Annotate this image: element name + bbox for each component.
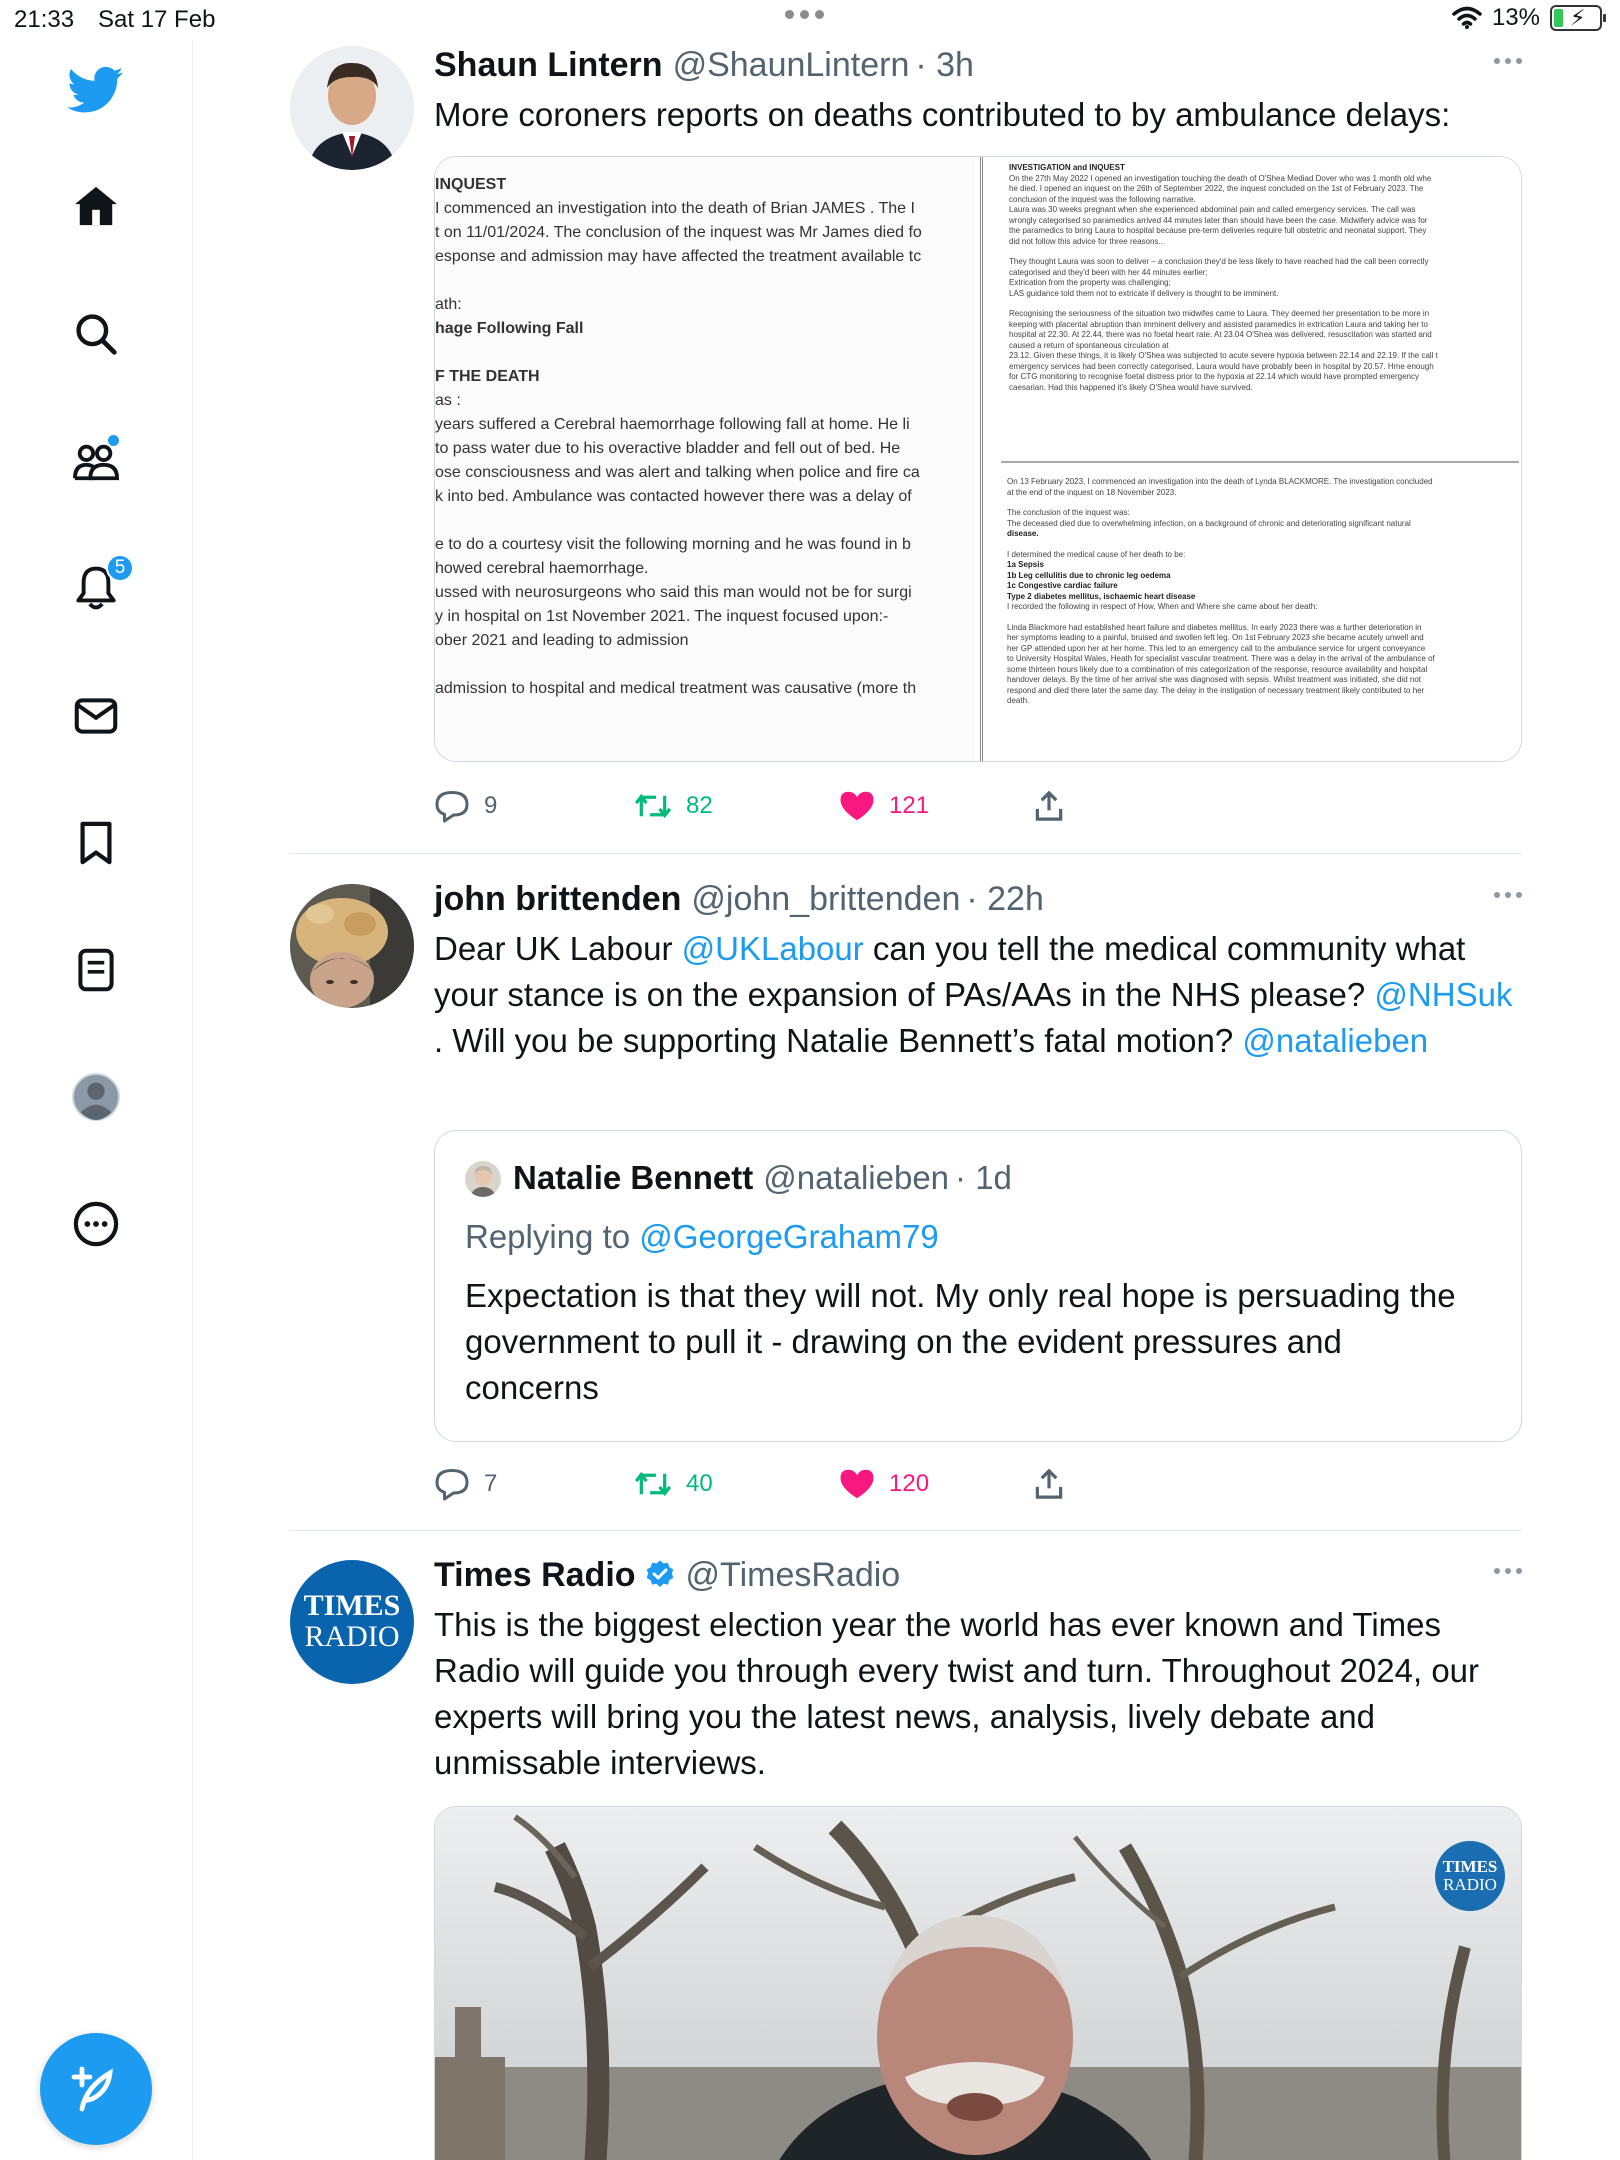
reply-button[interactable] xyxy=(434,1464,497,1504)
reply-count: 7 xyxy=(484,1470,498,1497)
mail-icon[interactable] xyxy=(60,680,132,752)
document-excerpt-1: INVESTIGATION and INQUEST On the 27th May 2022 I opened an investigation touching the death of O'Shea Mediad Dover who was 1 month old whe he died. I opened an inquest on the 26th of September 2022, the inquest concluded on the 1st of February 2023. The conclusion of the inquest was the following narrative. Laura was 30 weeks pregnant when she experienced abdominal pain and called emergency services. The call was wrongly categorised so paramedics arrived 44 minutes later than should have been the case. Midwifery advice was for the paramedics to bring Laura to hospital because pre-term deliveries require full obstetric and neonatal support. They did not follow this advice for three reasons... They thought Laura was soon to deliver – a conclusion they'd be less likely to have reached had the call been correctly categorised and they'd been with her 44 minutes earlier; Extrication from the property was challenging; LAS guidance told them not to extricate if delivery is thought to be imminent. Recognising the seriousness of the situation two midwifes came to Laura. They deemed her presentation to be more in keeping with placental abruption than imminent delivery and assisted paramedics in extrication Laura and taking her to hospital at 22.30. At 22.44, there was no foetal heart rate. At 23.04 O'Shea was delivered, resuscitation was started and caused a return of spontaneous circulation at 23.12. Given these things, it is likely O'Shea was subjected to acute severe hypoxia between 22.14 and 22.19. If the call t emergency services had been correctly categorised, Laura would have probably been in hospital by 20.57. Hme enough for CTG monitoring to recognise foetal distress prior to the hypoxia at 22.14 which would have prompted emergency caesarian. Had this happened it's likely O'Shea would have survived. xyxy=(1001,163,1519,463)
times-radio-watermark-logo: TIMES RADIO xyxy=(1435,1841,1505,1911)
heart-filled-icon xyxy=(839,790,875,822)
heart-filled-icon xyxy=(839,1468,875,1500)
communities-dot-badge xyxy=(108,435,119,446)
battery-percent: 13% xyxy=(1491,4,1540,31)
replying-to: Replying to @GeorgeGraham79 xyxy=(465,1218,939,1255)
retweet-button[interactable] xyxy=(634,1464,713,1504)
like-button[interactable] xyxy=(839,1464,929,1504)
quoted-time: · 1d xyxy=(955,1159,1012,1196)
retweet-icon xyxy=(634,1469,672,1499)
profile-icon[interactable] xyxy=(60,1061,132,1133)
like-count: 121 xyxy=(889,792,930,819)
notifications-badge: 5 xyxy=(106,554,134,582)
tweet-time[interactable]: · 22h xyxy=(966,880,1044,918)
tweet-media-image[interactable] xyxy=(434,156,1522,762)
tweet-divider xyxy=(290,853,1522,854)
reply-icon xyxy=(434,1467,470,1501)
list-icon[interactable] xyxy=(60,934,132,1006)
reply-count: 9 xyxy=(484,792,498,819)
feather-plus-icon xyxy=(70,2063,122,2115)
tweet-actions xyxy=(434,1464,1134,1504)
reply-icon xyxy=(434,789,470,823)
multitasking-dots-icon[interactable] xyxy=(785,10,824,19)
replying-handle-link[interactable]: @GeorgeGraham79 xyxy=(639,1218,939,1255)
tweet-text: More coroners reports on deaths contributed to by ambulance delays: xyxy=(434,96,1451,133)
like-button[interactable] xyxy=(839,786,929,826)
user-handle[interactable]: @john_brittenden xyxy=(691,880,961,918)
reply-button[interactable] xyxy=(434,786,497,826)
retweet-icon xyxy=(634,791,672,821)
more-circle-icon[interactable] xyxy=(60,1188,132,1260)
compose-tweet-button[interactable] xyxy=(40,2033,152,2145)
user-handle[interactable]: @ShaunLintern xyxy=(672,46,910,84)
quoted-text: Expectation is that they will not. My only real hope is persuading the government to pull it - drawing on the evident pressures and concerns xyxy=(465,1277,1456,1406)
like-count: 120 xyxy=(889,1470,930,1497)
display-name[interactable]: john brittenden xyxy=(434,880,682,918)
tweet-time[interactable]: · 3h xyxy=(915,46,974,84)
tweet-divider xyxy=(290,1530,1522,1531)
share-button[interactable] xyxy=(1034,1464,1064,1504)
verified-badge-icon xyxy=(644,1559,676,1591)
document-excerpt-2: On 13 February 2023, I commenced an investigation into the death of Lynda BLACKMORE. The investigation concluded at the end of the inquest on 18 November 2023. The conclusion of the inquest was: The deceased died due to overwhelming infection, on a background of chronic and deteriorating significant natural disease. I determined the medical cause of her death to be: 1a Sepsis 1b Leg cellulitis due to chronic leg oedema 1c Congestive cardiac failure Type 2 diabetes mellitus, ischaemic heart disease I recorded the following in respect of How, When and Where she came about her death: Linda Blackmore had established heart failure and diabetes mellitus. In early 2023 there was a further deterioration in her symptoms leading to a painful, bruised and swollen left leg. On 1st February 2023 she became acutely unwell and her GP attended upon her at her home. This led to an emergency call to the ambulance service for urgent conveyance to University Hospital Wales, Heath for specialist vascular treatment. There was a delay in the arrival of the ambulance of some thirteen hours likely due to a combination of mis categorization of the response, resource availability and hospital handover delays. By the time of her arrival she was diagnosed with sepsis. Whilst treatment was initiated, she did not respond and died there later the same day. The delay in the instigation of necessary treatment likely contributed to her death. xyxy=(1007,477,1435,705)
bookmark-icon[interactable] xyxy=(60,807,132,879)
tweet-actions xyxy=(434,786,1134,826)
bell-icon[interactable] xyxy=(60,552,132,624)
avatar-logo-text-1: TIMES xyxy=(303,1589,401,1622)
battery-icon: ⚡ xyxy=(1550,5,1602,31)
status-date: Sat 17 Feb xyxy=(98,6,216,33)
twitter-logo-icon[interactable] xyxy=(60,54,132,126)
home-icon[interactable] xyxy=(60,170,132,242)
share-button[interactable] xyxy=(1034,786,1064,826)
quoted-avatar xyxy=(465,1161,501,1197)
communities-icon[interactable] xyxy=(60,425,132,497)
more-options-icon[interactable] xyxy=(1494,892,1522,898)
display-name[interactable]: Shaun Lintern xyxy=(434,46,663,84)
more-options-icon[interactable] xyxy=(1494,58,1522,64)
sidebar xyxy=(0,40,193,2160)
status-bar xyxy=(0,0,1620,40)
share-icon xyxy=(1034,1468,1064,1500)
user-handle[interactable]: @TimesRadio xyxy=(685,1556,901,1594)
quoted-handle: @natalieben xyxy=(763,1159,950,1196)
tweet-text: This is the biggest election year the world has ever known and Times Radio will guide you through every twist and turn. Throughout 2024, our experts will bring you the latest news, analysis, lively debate and unmissable interviews. xyxy=(434,1606,1480,1781)
share-icon xyxy=(1034,790,1064,822)
avatar[interactable] xyxy=(290,1560,414,1684)
mention-link[interactable]: @UKLabour xyxy=(681,930,864,967)
tweet-text: Dear UK Labour @UKLabour can you tell the medical community what your stance is on the expansion of PAs/AAs in the NHS please? @NHSuk . Will you be supporting Natalie Bennett’s fatal motion? @natalieben xyxy=(434,930,1513,1059)
retweet-count: 40 xyxy=(686,1470,713,1497)
avatar[interactable] xyxy=(290,884,414,1008)
avatar-logo-text-2: RADIO xyxy=(304,1620,400,1653)
display-name[interactable]: Times Radio xyxy=(434,1556,636,1594)
avatar[interactable] xyxy=(290,46,414,170)
document-page-left: INQUEST I commenced an investigation into the death of Brian JAMES . The I t on 11/01/2024. The conclusion of the inquest was Mr James died fo esponse and admission may have affected the treatment available tc ath: hage Following Fall F THE DEATH as : years suffered a Cerebral haemorrhage following fall at home. He li to pass water due to his overactive bladder and fell out of bed. He ose consciousness and was alert and talking when police and fire ca k into bed. Ambulance was contacted however there was a delay of e to do a courtesy visit the following morning and he was found in b howed cerebral haemorrhage. ussed with neurosurgeons who said this man would not be for surgi y in hospital on 1st November 2021. The inquest focused upon:- ober 2021 and leading to admission admission to hospital and medical treatment was causative (more th xyxy=(435,157,975,761)
search-icon[interactable] xyxy=(60,298,132,370)
status-time: 21:33 xyxy=(14,6,75,33)
retweet-count: 82 xyxy=(686,792,713,819)
tweet-video-thumbnail[interactable] xyxy=(434,1806,1522,2160)
mention-link[interactable]: @natalieben xyxy=(1242,1022,1429,1059)
more-options-icon[interactable] xyxy=(1494,1568,1522,1574)
mention-link[interactable]: @NHSuk xyxy=(1374,976,1513,1013)
document-page-right xyxy=(980,157,1522,761)
quoted-tweet[interactable] xyxy=(434,1130,1522,1442)
retweet-button[interactable] xyxy=(634,786,713,826)
quoted-display-name: Natalie Bennett xyxy=(513,1159,754,1196)
wifi-icon xyxy=(1452,6,1482,30)
